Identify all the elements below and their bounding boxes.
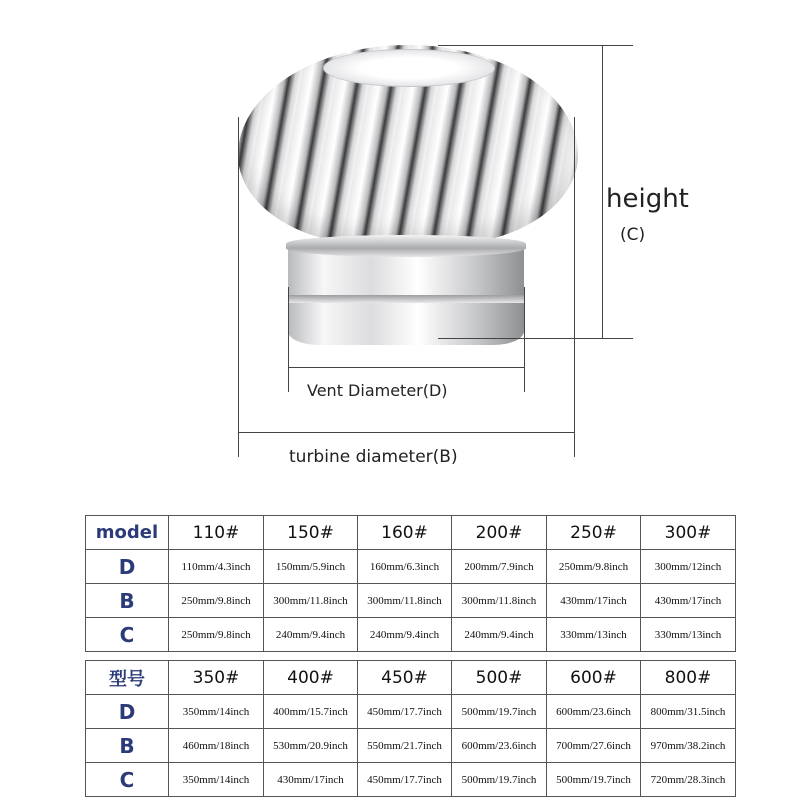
height-top-line	[438, 45, 633, 46]
table-row	[86, 695, 736, 729]
table-cell: 250mm/9.8inch	[547, 550, 641, 584]
table-cell: 160mm/6.3inch	[358, 550, 452, 584]
table-cell: 600mm/23.6inch	[452, 729, 547, 763]
size-header: 300#	[641, 516, 736, 550]
table-cell: 110mm/4.3inch	[169, 550, 264, 584]
turbine-collar-band	[288, 295, 524, 303]
turbine-vent-image	[238, 45, 578, 345]
height-code-label: (C)	[620, 225, 646, 245]
row-label-b: B	[86, 584, 169, 618]
row-label-c: C	[86, 618, 169, 652]
table-cell: 250mm/9.8inch	[169, 584, 264, 618]
size-header: 600#	[547, 661, 641, 695]
vent-left-tick	[288, 287, 289, 392]
turbine-ring	[286, 235, 526, 257]
table-cell: 450mm/17.7inch	[358, 763, 452, 797]
table-cell: 500mm/19.7inch	[452, 763, 547, 797]
size-header: 450#	[358, 661, 452, 695]
spec-table-large-sizes	[85, 660, 736, 797]
turbine-right-tick	[574, 117, 575, 457]
size-header: 160#	[358, 516, 452, 550]
table-cell: 460mm/18inch	[169, 729, 264, 763]
row-label-d: D	[86, 695, 169, 729]
table-cell: 550mm/21.7inch	[358, 729, 452, 763]
table-cell: 300mm/11.8inch	[358, 584, 452, 618]
table-cell: 430mm/17inch	[264, 763, 358, 797]
table-cell: 330mm/13inch	[641, 618, 736, 652]
model-header: 型号	[86, 661, 169, 695]
table-row	[86, 584, 736, 618]
size-header: 110#	[169, 516, 264, 550]
table-row	[86, 550, 736, 584]
table-cell: 300mm/11.8inch	[452, 584, 547, 618]
table-cell: 500mm/19.7inch	[452, 695, 547, 729]
model-header: model	[86, 516, 169, 550]
table-cell: 400mm/15.7inch	[264, 695, 358, 729]
table-cell: 430mm/17inch	[547, 584, 641, 618]
table-cell: 970mm/38.2inch	[641, 729, 736, 763]
table-row	[86, 729, 736, 763]
table-cell: 150mm/5.9inch	[264, 550, 358, 584]
vent-dimension-line	[288, 367, 525, 368]
row-label-b: B	[86, 729, 169, 763]
table-cell: 350mm/14inch	[169, 695, 264, 729]
row-label-c: C	[86, 763, 169, 797]
height-dimension-line	[602, 45, 603, 339]
table-cell: 720mm/28.3inch	[641, 763, 736, 797]
table-cell: 300mm/11.8inch	[264, 584, 358, 618]
table-cell: 530mm/20.9inch	[264, 729, 358, 763]
table-cell: 430mm/17inch	[641, 584, 736, 618]
table-header-row	[86, 661, 736, 695]
height-bottom-line	[438, 338, 633, 339]
size-header: 200#	[452, 516, 547, 550]
table-cell: 250mm/9.8inch	[169, 618, 264, 652]
size-header: 500#	[452, 661, 547, 695]
table-cell: 800mm/31.5inch	[641, 695, 736, 729]
size-header: 250#	[547, 516, 641, 550]
turbine-dimension-line	[238, 432, 575, 433]
table-cell: 450mm/17.7inch	[358, 695, 452, 729]
table-cell: 700mm/27.6inch	[547, 729, 641, 763]
spec-table-small-sizes	[85, 515, 736, 652]
row-label-d: D	[86, 550, 169, 584]
turbine-left-tick	[238, 117, 239, 457]
vent-right-tick	[524, 287, 525, 392]
table-cell: 240mm/9.4inch	[264, 618, 358, 652]
height-label: height	[606, 184, 689, 214]
turbine-diameter-label: turbine diameter(B)	[289, 447, 458, 467]
table-row	[86, 763, 736, 797]
table-cell: 330mm/13inch	[547, 618, 641, 652]
vent-diameter-label: Vent Diameter(D)	[307, 381, 448, 400]
size-header: 800#	[641, 661, 736, 695]
table-row	[86, 618, 736, 652]
turbine-top-cap	[323, 49, 495, 87]
table-cell: 200mm/7.9inch	[452, 550, 547, 584]
size-header: 350#	[169, 661, 264, 695]
table-cell: 240mm/9.4inch	[358, 618, 452, 652]
size-header: 150#	[264, 516, 358, 550]
table-header-row	[86, 516, 736, 550]
table-cell: 600mm/23.6inch	[547, 695, 641, 729]
table-cell: 350mm/14inch	[169, 763, 264, 797]
table-cell: 240mm/9.4inch	[452, 618, 547, 652]
size-header: 400#	[264, 661, 358, 695]
table-cell: 300mm/12inch	[641, 550, 736, 584]
table-cell: 500mm/19.7inch	[547, 763, 641, 797]
